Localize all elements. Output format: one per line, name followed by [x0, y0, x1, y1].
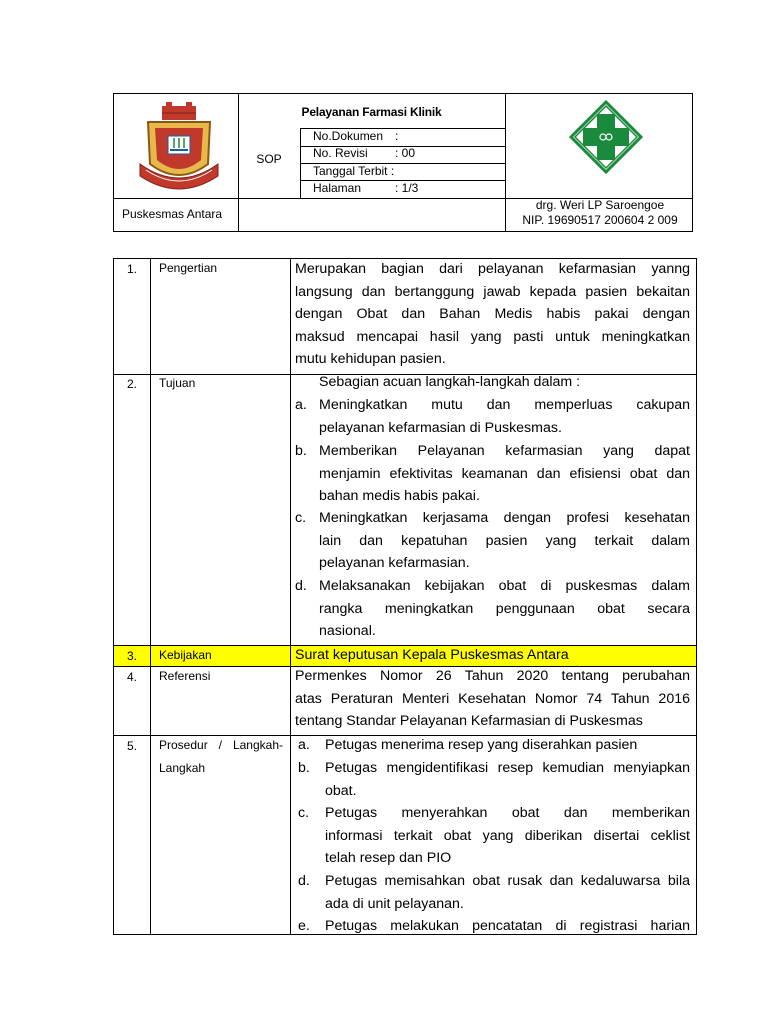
document-title: Pelayanan Farmasi Klinik: [301, 105, 442, 119]
text-line: ada di unit pelayanan.: [325, 895, 464, 912]
list-marker: c.: [295, 510, 307, 526]
section-number: 4.: [126, 670, 137, 684]
meta-value: : 1/3: [395, 181, 419, 195]
text-line: pelayanan kefarmasian.: [319, 555, 470, 572]
text-line: Meningkatkan mutu dan memperluas cakupan: [319, 397, 690, 413]
meta-key: No. Revisi: [313, 146, 368, 160]
policy-text: Surat keputusan Kepala Puskesmas Antara: [295, 647, 569, 663]
list-marker: b.: [295, 443, 307, 459]
text-line: Merupakan bagian dari pelayanan kefarmasian yanng: [295, 261, 690, 277]
meta-key: Tanggal Terbit :: [313, 164, 395, 178]
text-line: obat.: [325, 782, 357, 799]
text-line: maksud mencapai hasil yang pasti untuk meningkatkan: [295, 328, 690, 345]
list-marker: a.: [295, 397, 307, 413]
text-line: Petugas menerima resep yang diserahkan pasien: [325, 737, 638, 753]
text-line: Petugas memisahkan obat rusak dan kedaluwarsa bila: [325, 873, 690, 889]
meta-row-revision: [307, 145, 505, 162]
section-label: [159, 734, 283, 780]
organization-name: Puskesmas Antara: [122, 207, 223, 221]
section-label: Tujuan: [159, 376, 196, 390]
signer-block: [506, 198, 694, 228]
text-line: rangka meningkatkan penggunaan obat secara: [319, 600, 690, 617]
list-marker: b.: [298, 760, 310, 776]
objective-intro: Sebagian acuan langkah-langkah dalam :: [319, 374, 581, 390]
text-line: atas Peraturan Menteri Kesehatan Nomor 74 Tahun 2016: [295, 690, 690, 707]
definition-text: [295, 258, 690, 371]
meta-row-issue-date: [307, 163, 505, 180]
list-marker: d.: [295, 578, 307, 594]
text-line: dengan Obat dan Bahan Medis habis pakai dengan: [295, 306, 690, 323]
list-marker: a.: [298, 737, 310, 753]
section-number: 3.: [126, 649, 137, 663]
text-line: telah resep dan PIO: [325, 850, 452, 867]
text-line: Permenkes Nomor 26 Tahun 2020 tentang perubahan: [295, 668, 690, 684]
section-label: Referensi: [159, 669, 211, 683]
text-line: tentang Standar Pelayanan Kefarmasian di Puskesmas: [295, 713, 643, 730]
text-line: langsung dan bertanggung jawab kepada pasien bekaitan: [295, 283, 690, 300]
text-line: Memberikan Pelayanan kefarmasian yang dapat: [319, 443, 690, 459]
section-number: 1.: [126, 262, 137, 276]
section-label: Kebijakan: [159, 648, 212, 662]
section-number: 2.: [126, 377, 137, 391]
column-divider: [150, 259, 151, 934]
section-number: 5.: [126, 739, 137, 753]
meta-value: :: [395, 129, 399, 143]
meta-row-page: [307, 180, 505, 197]
text-line: Petugas melakukan pencatatan di registrasi harian: [325, 918, 690, 934]
text-line: pelayanan kefarmasian di Puskesmas.: [319, 419, 562, 436]
text-line: Petugas menyerahkan obat dan memberikan: [325, 805, 690, 821]
meta-value: : 00: [395, 146, 416, 160]
text-line: mutu kehidupan pasien.: [295, 351, 446, 368]
list-marker: c.: [298, 805, 310, 821]
list-marker: d.: [298, 873, 310, 889]
label-line: Langkah: [159, 761, 206, 775]
text-line: informasi terkait obat yang diberikan disertai ceklist: [325, 827, 690, 844]
list-marker: e.: [298, 918, 310, 934]
signer-name: drg. Weri LP Saroengoe: [535, 198, 665, 212]
municipal-crest-logo: [134, 102, 224, 197]
sop-content-table: [113, 258, 697, 935]
green-cross-health-logo: [569, 100, 643, 174]
meta-key: No.Dokumen: [313, 129, 384, 143]
text-line: Petugas mengidentifikasi resep kemudian menyiapkan: [325, 760, 690, 776]
text-line: lain dan kepatuhan pasien yang terkait dalam: [319, 532, 690, 549]
text-line: bahan medis habis pakai.: [319, 488, 480, 505]
sop-label: SOP: [256, 152, 282, 166]
text-line: nasional.: [319, 623, 376, 640]
meta-key: Halaman: [313, 181, 362, 195]
section-label: Pengertian: [159, 261, 218, 275]
column-divider: [290, 259, 291, 934]
label-line: Prosedur / Langkah-: [159, 738, 283, 752]
text-line: Melaksanakan kebijakan obat di puskesmas dalam: [319, 578, 690, 594]
text-line: Meningkatkan kerjasama dengan profesi kesehatan: [319, 510, 690, 526]
reference-text: [295, 665, 690, 733]
meta-row-document-number: [307, 128, 505, 145]
document-header: [113, 93, 693, 232]
signer-nip: NIP. 19690517 200604 2 009: [522, 213, 678, 227]
text-line: menjamin efektivitas keamanan dan efisiensi obat dan: [319, 465, 690, 482]
